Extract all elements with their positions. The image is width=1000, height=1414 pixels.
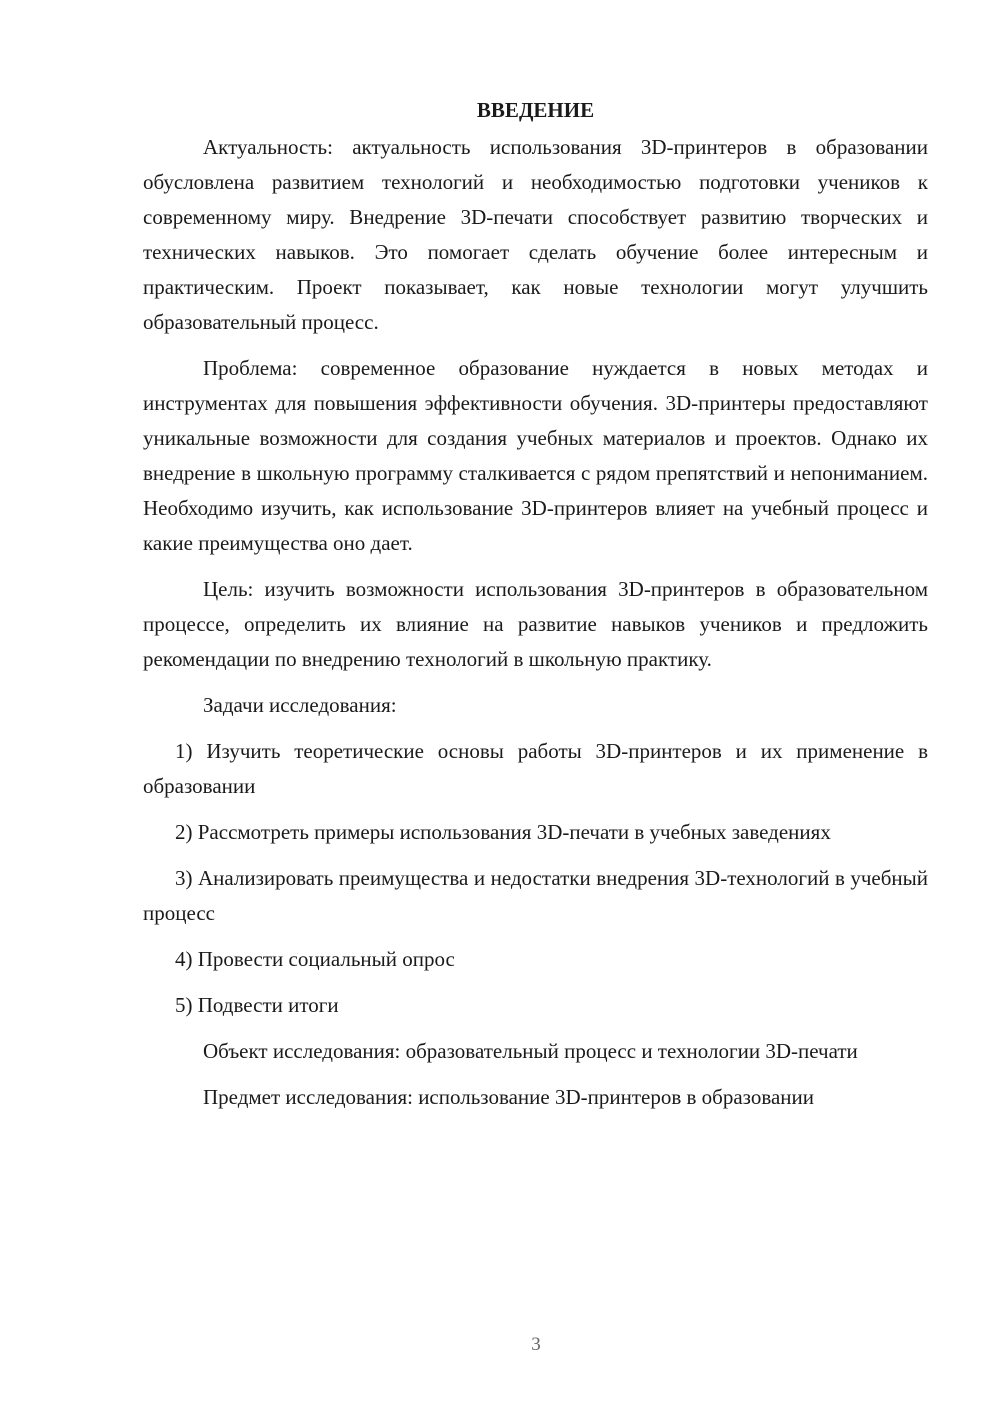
task-item: 5) Подвести итоги bbox=[175, 993, 339, 1017]
document-page bbox=[143, 95, 928, 1126]
object-paragraph: Объект исследования: образовательный процесс и технологии 3D-печати bbox=[203, 1039, 858, 1063]
relevance-paragraph: Актуальность: актуальность использования 3D-принтеров в образовании обусловлена развитием технологий и необходимостью подготовки учеников к современному миру. Внедрение 3D-печати способствует развитию творческих и технических навыков. Это помогает сделать обучение более интересным и практическим. Проект показывает, как новые технологии могут улучшить образовательный процесс. bbox=[143, 135, 928, 334]
tasks-list bbox=[143, 734, 928, 1023]
task-item: 2) Рассмотреть примеры использования 3D-печати в учебных заведениях bbox=[175, 820, 831, 844]
section-title: ВВЕДЕНИЕ bbox=[476, 98, 595, 122]
subject-paragraph: Предмет исследования: использование 3D-принтеров в образовании bbox=[203, 1085, 815, 1109]
problem-paragraph: Проблема: современное образование нуждается в новых методах и инструментах для повышения эффективности обучения. 3D-принтеры предоставляют уникальные возможности для создания учебных материалов и проектов. Однако их внедрение в школьную программу сталкивается с рядом препятствий и непониманием. Необходимо изучить, как использование 3D-принтеров влияет на учебный процесс и какие преимущества оно дает. bbox=[143, 356, 928, 555]
task-item: 3) Анализировать преимущества и недостатки внедрения 3D-технологий в учебный процесс bbox=[143, 866, 928, 925]
tasks-heading: Задачи исследования: bbox=[203, 693, 397, 717]
page-number: 3 bbox=[531, 1334, 541, 1355]
goal-paragraph: Цель: изучить возможности использования 3D-принтеров в образовательном процессе, определить их влияние на развитие навыков учеников и предложить рекомендации по внедрению технологий в школьную практику. bbox=[143, 577, 928, 671]
task-item: 4) Провести социальный опрос bbox=[175, 947, 455, 971]
task-item: 1) Изучить теоретические основы работы 3D-принтеров и их применение в образовании bbox=[143, 739, 928, 798]
